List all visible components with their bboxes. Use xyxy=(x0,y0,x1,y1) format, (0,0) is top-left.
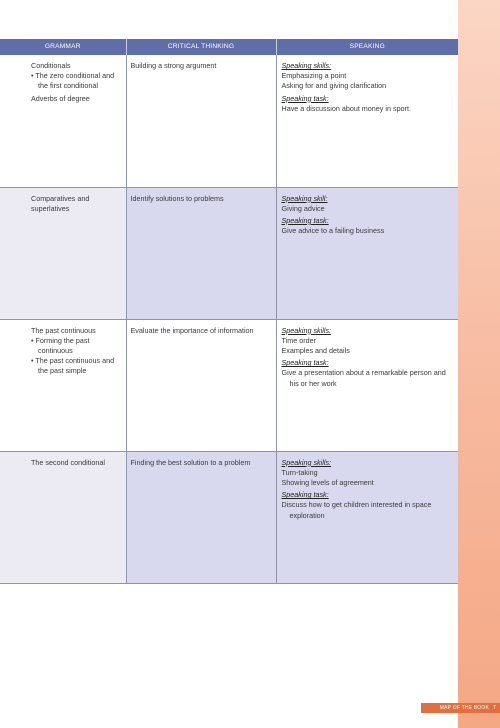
grammar-extra: Adverbs of degree xyxy=(31,93,90,103)
speaking-skill-heading: Speaking skill: xyxy=(281,193,328,203)
speaking-task-heading: Speaking task: xyxy=(281,93,329,103)
speaking-skill-item: Examples and details xyxy=(281,345,350,355)
table-row xyxy=(0,187,458,319)
table-row xyxy=(0,55,458,187)
critical-thinking-cell xyxy=(126,319,276,451)
speaking-cell xyxy=(276,55,458,187)
speaking-cell xyxy=(276,451,458,583)
speaking-task-text: Discuss how to get children interested in space exploration xyxy=(281,500,432,520)
critical-thinking-text: Evaluate the importance of information xyxy=(130,325,254,335)
table-row xyxy=(0,451,458,583)
header-critical-thinking: CRITICAL THINKING xyxy=(126,39,276,55)
grammar-cell xyxy=(0,187,126,319)
critical-thinking-text: Building a strong argument xyxy=(130,61,217,70)
grammar-cell xyxy=(0,319,126,451)
speaking-cell xyxy=(276,187,458,319)
speaking-skill-heading: Speaking skills: xyxy=(281,325,332,335)
speaking-skill-item: Asking for and giving clarification xyxy=(281,81,387,91)
grammar-bullet: • Forming the past continuous xyxy=(31,335,90,355)
grammar-bullet: • The past continuous and the past simple xyxy=(31,356,115,376)
footer-section-tab xyxy=(421,703,500,713)
footer-label: MAP OF THE BOOK xyxy=(439,705,490,711)
speaking-task-heading: Speaking task: xyxy=(281,215,329,225)
grammar-title: Comparatives and superlatives xyxy=(31,193,90,213)
grammar-title: The second conditional xyxy=(31,457,105,467)
speaking-skill-item: Time order xyxy=(281,335,316,345)
map-of-book-table xyxy=(0,39,458,584)
speaking-skill-item: Showing levels of agreement xyxy=(281,477,374,487)
speaking-skill-heading: Speaking skills: xyxy=(281,61,332,70)
speaking-task-text: Give advice to a failing business xyxy=(281,226,385,236)
critical-thinking-cell xyxy=(126,187,276,319)
header-speaking: SPEAKING xyxy=(276,39,458,55)
header-grammar: GRAMMAR xyxy=(0,39,126,55)
critical-thinking-cell xyxy=(126,451,276,583)
grammar-title: Conditionals xyxy=(31,61,71,70)
grammar-cell xyxy=(0,55,126,187)
speaking-skill-item: Turn-taking xyxy=(281,467,318,477)
speaking-task-text: Give a presentation about a remarkable person and his or her work xyxy=(281,368,446,388)
table-header-row xyxy=(0,39,458,55)
speaking-cell xyxy=(276,319,458,451)
table-row xyxy=(0,319,458,451)
grammar-cell xyxy=(0,451,126,583)
speaking-skill-item: Giving advice xyxy=(281,203,325,213)
speaking-task-text: Have a discussion about money in sport. xyxy=(281,103,411,113)
speaking-task-heading: Speaking task: xyxy=(281,490,329,500)
speaking-skill-item: Emphasizing a point xyxy=(281,71,347,81)
grammar-bullet: • The zero conditional and the first conditional xyxy=(31,71,115,91)
right-margin-band xyxy=(458,0,500,728)
critical-thinking-cell xyxy=(126,55,276,187)
speaking-skill-heading: Speaking skills: xyxy=(281,457,332,467)
speaking-task-heading: Speaking task: xyxy=(281,358,329,368)
critical-thinking-text: Finding the best solution to a problem xyxy=(130,457,251,467)
grammar-title: The past continuous xyxy=(31,325,96,335)
page-number: 7 xyxy=(493,705,496,711)
critical-thinking-text: Identify solutions to problems xyxy=(130,193,224,203)
